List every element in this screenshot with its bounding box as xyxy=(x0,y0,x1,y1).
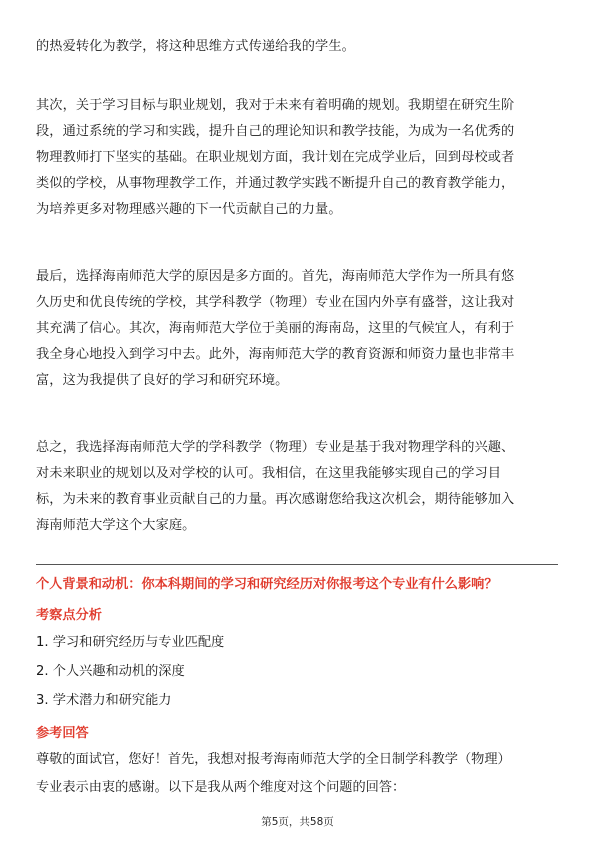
text-line: 的热爱转化为教学，将这种思维方式传递给我的学生。 xyxy=(36,39,355,54)
text-line: 对未来职业的规划以及对学校的认可。我相信，在这里我能够实现自己的学习目 xyxy=(36,466,502,481)
text-line: 物理教师打下坚实的基础。在职业规划方面，我计划在完成学业后，回到母校或者 xyxy=(36,150,515,165)
text-line: 久历史和优良传统的学校，其学科教学（物理）专业在国内外享有盛誉，这让我对 xyxy=(36,295,515,310)
text-line: 其次，关于学习目标与职业规划，我对于未来有着明确的规划。我期望在研究生阶 xyxy=(36,98,515,113)
answer-heading: 参考回答 xyxy=(36,726,89,741)
paragraph-3 xyxy=(36,264,514,394)
text-line: 总之，我选择海南师范大学的学科教学（物理）专业是基于我对物理学科的兴趣、 xyxy=(36,440,515,455)
list-item: 3. 学术潜力和研究能力 xyxy=(36,693,172,708)
text-line: 段，通过系统的学习和实践，提升自己的理论知识和教学技能，为成为一名优秀的 xyxy=(36,124,515,139)
paragraph-2 xyxy=(36,93,514,223)
paragraph-1 xyxy=(36,34,355,60)
text-line: 其充满了信心。其次，海南师范大学位于美丽的海南岛，这里的气候宜人，有利于 xyxy=(36,321,515,336)
text-line: 富，这为我提供了良好的学习和研究环境。 xyxy=(36,373,289,388)
page-number: 第5页，共58页 xyxy=(261,816,334,828)
analysis-heading: 考察点分析 xyxy=(36,608,102,623)
paragraph-4 xyxy=(36,435,514,539)
section-divider xyxy=(36,564,558,565)
text-line: 我全身心地投入到学习中去。此外，海南师范大学的教育资源和师资力量也非常丰 xyxy=(36,347,515,362)
list-item: 2. 个人兴趣和动机的深度 xyxy=(36,664,185,679)
text-line: 为培养更多对物理感兴趣的下一代贡献自己的力量。 xyxy=(36,202,342,217)
text-line: 类似的学校，从事物理教学工作，并通过教学实践不断提升自己的教育教学能力， xyxy=(36,176,515,191)
question-heading: 个人背景和动机：你本科期间的学习和研究经历对你报考这个专业有什么影响？ xyxy=(36,577,498,592)
text-line: 海南师范大学这个大家庭。 xyxy=(36,518,196,533)
text-line: 最后，选择海南师范大学的原因是多方面的。首先，海南师范大学作为一所具有悠 xyxy=(36,269,515,284)
text-line: 标，为未来的教育事业贡献自己的力量。再次感谢您给我这次机会，期待能够加入 xyxy=(36,492,515,507)
list-item: 1. 学习和研究经历与专业匹配度 xyxy=(36,635,225,650)
answer-line: 专业表示由衷的感谢。以下是我从两个维度对这个问题的回答： xyxy=(36,780,406,795)
answer-line: 尊敬的面试官，您好！首先，我想对报考海南师范大学的全日制学科教学（物理） xyxy=(36,752,511,767)
